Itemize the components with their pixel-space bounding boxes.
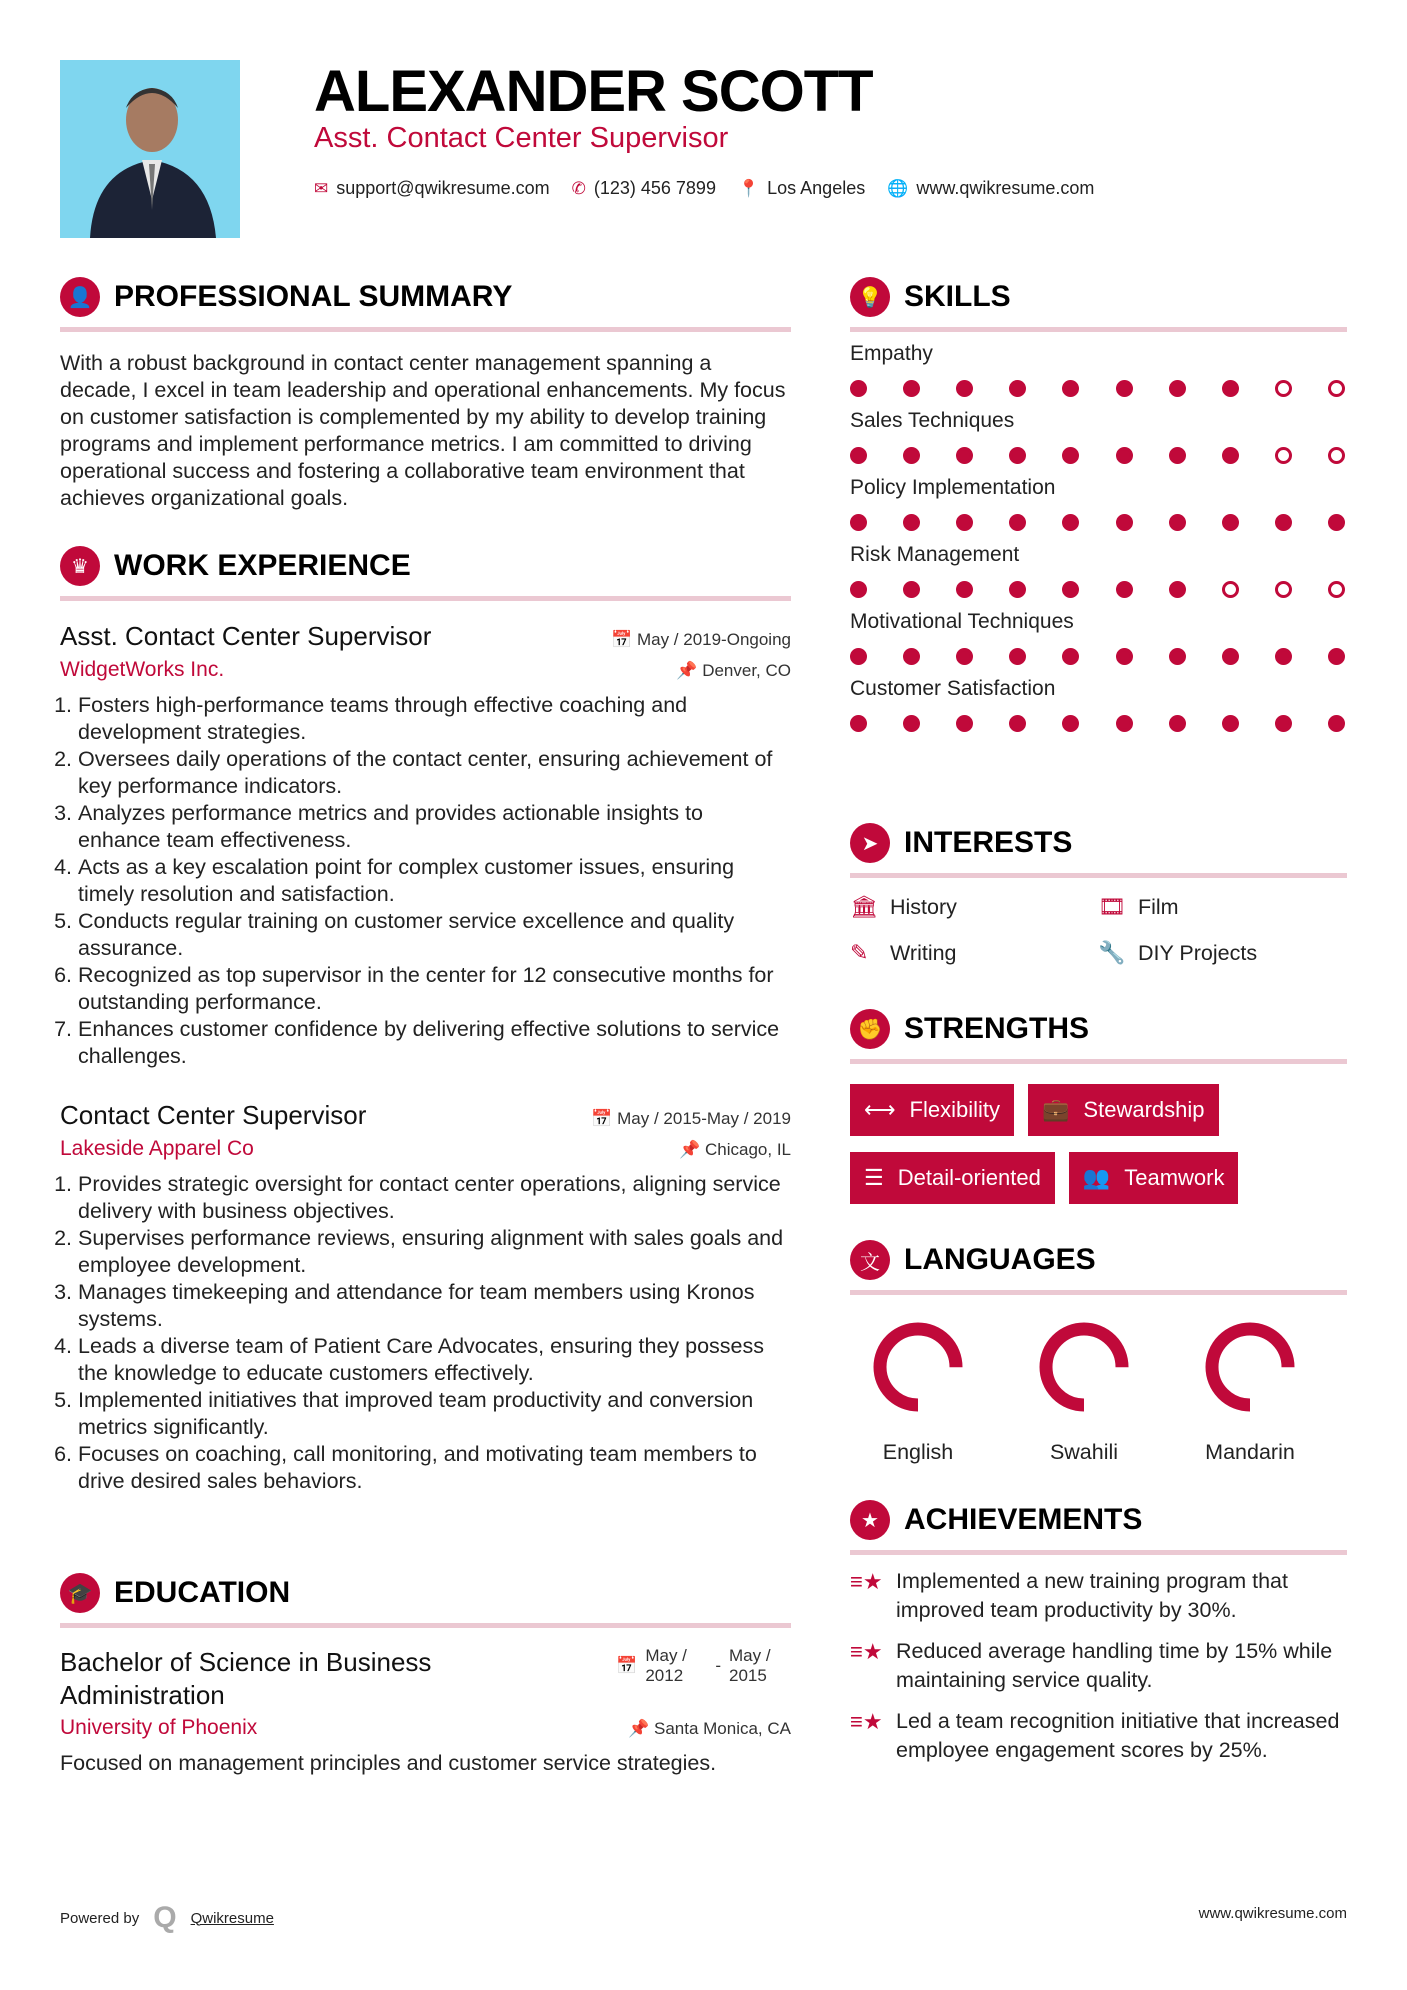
pin-icon: 📌 bbox=[676, 661, 703, 680]
pencil-icon: ✎ bbox=[850, 940, 869, 965]
rating-dot-filled bbox=[1116, 514, 1133, 531]
language-level-ring bbox=[868, 1317, 968, 1417]
fist-icon: ✊ bbox=[850, 1009, 890, 1049]
job-date bbox=[611, 630, 791, 650]
strength-label: Flexibility bbox=[909, 1097, 1001, 1122]
rating-dot-filled bbox=[1062, 715, 1079, 732]
paper-plane-icon: ➤ bbox=[850, 823, 890, 863]
rating-dot-empty bbox=[1328, 581, 1345, 598]
section-title: WORK EXPERIENCE bbox=[114, 549, 411, 582]
website-link[interactable]: www.qwikresume.com bbox=[916, 178, 1095, 198]
interest-label: DIY Projects bbox=[1138, 940, 1258, 965]
rating-dot-empty bbox=[1222, 581, 1239, 598]
skill-name: Motivational Techniques bbox=[850, 610, 1074, 633]
calendar-icon: 📅 bbox=[616, 1656, 638, 1675]
job-bullet: 4. Leads a diverse team of Patient Care Advocates, ensuring they possess the knowledge to educate customers effectively. bbox=[78, 1333, 791, 1387]
edu-location: Santa Monica, CA bbox=[653, 1719, 791, 1738]
rating-dot-filled bbox=[1222, 380, 1239, 397]
divider bbox=[60, 327, 791, 332]
achievement-item bbox=[850, 1707, 1347, 1765]
map-pin-icon: 📍 bbox=[737, 178, 760, 198]
rating-dot-filled bbox=[1222, 648, 1239, 665]
email-link[interactable]: support@qwikresume.com bbox=[336, 178, 550, 198]
strength-label: Teamwork bbox=[1124, 1165, 1225, 1190]
profile-photo bbox=[60, 60, 240, 238]
rating-dot-filled bbox=[850, 514, 867, 531]
powered-by-text: Powered by bbox=[60, 1909, 140, 1927]
rating-dot-filled bbox=[1222, 514, 1239, 531]
list-icon: ☰ bbox=[864, 1165, 884, 1190]
language-item bbox=[1182, 1317, 1318, 1465]
job-header bbox=[60, 621, 791, 652]
graduation-icon: 🎓 bbox=[60, 1573, 100, 1613]
job-bullet: 3. Manages timekeeping and attendance for team members using Kronos systems. bbox=[78, 1279, 791, 1333]
rating-dot-filled bbox=[1169, 581, 1186, 598]
rating-dot-filled bbox=[956, 514, 973, 531]
rating-dot-filled bbox=[1328, 514, 1345, 531]
job-date-text: May / 2019-Ongoing bbox=[636, 630, 791, 649]
rating-dot-empty bbox=[1328, 380, 1345, 397]
rating-dot-filled bbox=[903, 380, 920, 397]
skill-name: Customer Satisfaction bbox=[850, 677, 1056, 700]
language-item bbox=[850, 1317, 986, 1465]
interest-item bbox=[850, 894, 1098, 920]
briefcase-icon: ♛ bbox=[60, 546, 100, 586]
pin-icon: 📌 bbox=[679, 1140, 705, 1159]
job-bullet: 2. Supervises performance reviews, ensuring alignment with sales goals and employee development. bbox=[78, 1225, 791, 1279]
rating-dot-filled bbox=[1275, 648, 1292, 665]
job-location-text: Denver, CO bbox=[702, 661, 791, 680]
achievement-text: Implemented a new training program that improved team productivity by 30%. bbox=[896, 1569, 1288, 1622]
rating-dot-empty bbox=[1275, 447, 1292, 464]
job-subheader bbox=[60, 658, 791, 682]
language-item bbox=[1016, 1317, 1152, 1465]
company-name: Lakeside Apparel Co bbox=[60, 1137, 254, 1160]
job-date-text: May / 2015-May / 2019 bbox=[617, 1109, 791, 1128]
qwikresume-link[interactable]: Qwikresume bbox=[190, 1909, 274, 1927]
job-date bbox=[591, 1109, 791, 1129]
calendar-icon: 📅 bbox=[591, 1109, 618, 1128]
company-name: WidgetWorks Inc. bbox=[60, 658, 225, 681]
skill-rating bbox=[850, 581, 1347, 598]
language-name: English bbox=[882, 1440, 954, 1464]
rating-dot-filled bbox=[1116, 447, 1133, 464]
star-badge-icon: ★ bbox=[850, 1500, 890, 1540]
strengths-section bbox=[850, 1007, 1347, 1204]
skill-rating bbox=[850, 648, 1347, 665]
rating-dot-filled bbox=[850, 447, 867, 464]
rating-dot-filled bbox=[1116, 715, 1133, 732]
candidate-name: ALEXANDER SCOTT bbox=[314, 59, 873, 124]
section-title: EDUCATION bbox=[114, 1576, 291, 1609]
job-bullets bbox=[60, 692, 791, 1070]
strength-badge bbox=[850, 1152, 1055, 1204]
rating-dot-filled bbox=[1116, 581, 1133, 598]
divider bbox=[60, 1623, 791, 1628]
skill-rating bbox=[850, 380, 1347, 397]
rating-dot-filled bbox=[1009, 514, 1026, 531]
section-title: ACHIEVEMENTS bbox=[904, 1503, 1143, 1536]
rating-dot-filled bbox=[903, 447, 920, 464]
achievements-section bbox=[850, 1498, 1347, 1765]
section-title: STRENGTHS bbox=[904, 1012, 1090, 1045]
rating-dot-filled bbox=[956, 715, 973, 732]
rating-dot-filled bbox=[1116, 380, 1133, 397]
job-location bbox=[676, 661, 791, 681]
strength-badge bbox=[1028, 1084, 1218, 1136]
job-entry bbox=[60, 621, 791, 1070]
rating-dot-filled bbox=[850, 648, 867, 665]
divider bbox=[60, 596, 791, 601]
rating-dot-filled bbox=[1009, 581, 1026, 598]
job-title: Asst. Contact Center Supervisor bbox=[60, 621, 432, 651]
users-icon: 👥 bbox=[1082, 1165, 1111, 1190]
pin-icon: 📌 bbox=[628, 1719, 654, 1738]
rating-dot-filled bbox=[1062, 514, 1079, 531]
job-bullet: 1. Fosters high-performance teams through effective coaching and development strategies. bbox=[78, 692, 791, 746]
summary-section bbox=[60, 275, 791, 512]
interest-label: History bbox=[890, 894, 957, 919]
rating-dot-filled bbox=[903, 715, 920, 732]
job-location-text: Chicago, IL bbox=[705, 1140, 791, 1159]
briefcase-icon: 💼 bbox=[1042, 1097, 1070, 1122]
section-title: LANGUAGES bbox=[904, 1243, 1096, 1276]
rating-dot-filled bbox=[1328, 715, 1345, 732]
qwikresume-logo-icon: Q bbox=[153, 1901, 177, 1934]
candidate-title: Asst. Contact Center Supervisor bbox=[314, 122, 729, 154]
language-level-ring bbox=[1034, 1317, 1134, 1417]
rating-dot-filled bbox=[1222, 715, 1239, 732]
education-section: 🎓 EDUCATION Bachelor of Science in Business Administration 📅 May / 2012 - May / 2015 University of Phoenix 📌 Santa Monica, CA Focused on management principles and customer service strategies. bbox=[60, 1571, 791, 1777]
degree-title: Bachelor of Science in Business Administration bbox=[60, 1647, 432, 1710]
language-level-arc bbox=[1046, 1329, 1122, 1405]
rating-dot-filled bbox=[956, 581, 973, 598]
rating-dot-filled bbox=[903, 648, 920, 665]
user-icon: 👤 bbox=[60, 277, 100, 317]
job-bullet: 4. Acts as a key escalation point for complex customer issues, ensuring timely resolution and satisfaction. bbox=[78, 854, 791, 908]
rating-dot-empty bbox=[1275, 380, 1292, 397]
summary-text: With a robust background in contact center management spanning a decade, I excel in team leadership and operational enhancements. My focus on customer satisfaction is complemented by my ability to develop training programs and implement performance metrics. I am committed to driving operational success and fostering a collaborative team environment that achieves organizational goals. bbox=[60, 351, 786, 510]
rating-dot-filled bbox=[1062, 648, 1079, 665]
language-icon: 文 bbox=[850, 1240, 890, 1280]
skill-rating bbox=[850, 514, 1347, 531]
job-bullets bbox=[60, 1171, 791, 1495]
job-header bbox=[60, 1100, 791, 1131]
rating-dot-filled bbox=[1169, 514, 1186, 531]
job-location bbox=[679, 1140, 791, 1160]
rating-dot-filled bbox=[1009, 447, 1026, 464]
lightbulb-icon: 💡 bbox=[850, 277, 890, 317]
job-bullet: 5. Conducts regular training on customer service excellence and quality assurance. bbox=[78, 908, 791, 962]
job-bullet: 6. Focuses on coaching, call monitoring, and motivating team members to drive desired sales behaviors. bbox=[78, 1441, 791, 1495]
globe-icon: 🌐 bbox=[887, 178, 909, 198]
rating-dot-filled bbox=[1009, 380, 1026, 397]
bank-icon: 🏛 bbox=[850, 894, 878, 919]
star-icon: ≡★ bbox=[850, 1639, 883, 1664]
rating-dot-filled bbox=[903, 514, 920, 531]
language-level-arc bbox=[880, 1329, 956, 1405]
film-icon: 🎞 bbox=[1098, 894, 1126, 919]
location-text: Los Angeles bbox=[767, 178, 866, 198]
edu-start: May / 2012 bbox=[645, 1646, 687, 1685]
language-name: Swahili bbox=[1049, 1440, 1119, 1464]
section-title: SKILLS bbox=[904, 280, 1011, 313]
rating-dot-filled bbox=[956, 380, 973, 397]
star-icon: ≡★ bbox=[850, 1709, 883, 1734]
interest-item bbox=[850, 940, 1098, 966]
divider bbox=[850, 1059, 1347, 1064]
rating-dot-filled bbox=[1169, 715, 1186, 732]
calendar-icon: 📅 bbox=[611, 630, 637, 649]
rating-dot-filled bbox=[1116, 648, 1133, 665]
job-bullet: 5. Implemented initiatives that improved team productivity and conversion metrics significantly. bbox=[78, 1387, 791, 1441]
rating-dot-filled bbox=[1062, 447, 1079, 464]
arrows-h-icon: ⟷ bbox=[864, 1097, 896, 1122]
job-subheader bbox=[60, 1137, 791, 1161]
achievement-item bbox=[850, 1567, 1347, 1625]
divider bbox=[850, 1550, 1347, 1555]
rating-dot-filled bbox=[850, 380, 867, 397]
achievement-text: Led a team recognition initiative that increased employee engagement scores by 25%. bbox=[896, 1709, 1340, 1762]
rating-dot-filled bbox=[850, 715, 867, 732]
rating-dot-filled bbox=[1009, 715, 1026, 732]
star-icon: ≡★ bbox=[850, 1569, 883, 1594]
footer-powered bbox=[60, 1901, 274, 1935]
rating-dot-filled bbox=[1222, 447, 1239, 464]
language-level-ring bbox=[1200, 1317, 1300, 1417]
section-title: INTERESTS bbox=[904, 826, 1073, 859]
rating-dot-empty bbox=[1328, 447, 1345, 464]
section-title: PROFESSIONAL SUMMARY bbox=[114, 280, 513, 313]
interest-label: Writing bbox=[890, 940, 957, 965]
rating-dot-filled bbox=[1169, 648, 1186, 665]
edu-description: Focused on management principles and customer service strategies. bbox=[60, 1751, 717, 1775]
interest-item bbox=[1098, 940, 1346, 966]
job-bullet: 2. Oversees daily operations of the contact center, ensuring achievement of key performance indicators. bbox=[78, 746, 791, 800]
rating-dot-empty bbox=[1275, 581, 1292, 598]
skill-name: Risk Management bbox=[850, 543, 1020, 566]
rating-dot-filled bbox=[903, 581, 920, 598]
strength-badge bbox=[850, 1084, 1014, 1136]
wrench-icon: 🔧 bbox=[1098, 940, 1126, 965]
divider bbox=[850, 873, 1347, 878]
rating-dot-filled bbox=[1169, 380, 1186, 397]
skill-name: Sales Techniques bbox=[850, 409, 1015, 432]
envelope-icon: ✉ bbox=[314, 178, 329, 198]
footer-site[interactable]: www.qwikresume.com bbox=[1198, 1905, 1347, 1922]
divider bbox=[850, 327, 1347, 332]
skill-name: Empathy bbox=[850, 342, 933, 365]
strength-label: Stewardship bbox=[1083, 1097, 1205, 1122]
phone-text: (123) 456 7899 bbox=[593, 178, 716, 198]
skill-rating bbox=[850, 447, 1347, 464]
language-level-arc bbox=[1212, 1329, 1288, 1405]
job-entry bbox=[60, 1100, 791, 1495]
job-title: Contact Center Supervisor bbox=[60, 1100, 367, 1130]
rating-dot-filled bbox=[1062, 581, 1079, 598]
achievement-item bbox=[850, 1637, 1347, 1695]
achievement-text: Reduced average handling time by 15% while maintaining service quality. bbox=[896, 1639, 1333, 1692]
rating-dot-filled bbox=[956, 447, 973, 464]
rating-dot-filled bbox=[1275, 715, 1292, 732]
interest-label: Film bbox=[1138, 894, 1179, 919]
skill-rating bbox=[850, 715, 1347, 732]
experience-section bbox=[60, 544, 791, 1495]
rating-dot-filled bbox=[956, 648, 973, 665]
job-bullet: 1. Provides strategic oversight for contact center operations, aligning service delivery with business objectives. bbox=[78, 1171, 791, 1225]
rating-dot-filled bbox=[1275, 514, 1292, 531]
rating-dot-filled bbox=[1169, 447, 1186, 464]
rating-dot-filled bbox=[1328, 648, 1345, 665]
rating-dot-filled bbox=[1009, 648, 1026, 665]
strength-badge bbox=[1069, 1152, 1239, 1204]
skill-name: Policy Implementation bbox=[850, 476, 1056, 499]
divider bbox=[850, 1290, 1347, 1295]
job-bullet: 6. Recognized as top supervisor in the center for 12 consecutive months for outstanding performance. bbox=[78, 962, 791, 1016]
rating-dot-filled bbox=[850, 581, 867, 598]
languages-section bbox=[850, 1238, 1347, 1465]
interests-section bbox=[850, 821, 1347, 966]
rating-dot-filled bbox=[1062, 380, 1079, 397]
interest-item bbox=[1098, 894, 1346, 920]
school-name: University of Phoenix bbox=[60, 1716, 258, 1739]
job-bullet: 3. Analyzes performance metrics and provides actionable insights to enhance team effectiveness. bbox=[78, 800, 791, 854]
language-name: Mandarin bbox=[1205, 1440, 1295, 1464]
phone-icon: ✆ bbox=[571, 178, 586, 198]
strength-label: Detail-oriented bbox=[897, 1165, 1041, 1190]
skills-section bbox=[850, 275, 1347, 744]
job-bullet: 7. Enhances customer confidence by delivering effective solutions to service challenges. bbox=[78, 1016, 791, 1070]
edu-end: May / 2015 bbox=[729, 1646, 771, 1685]
contact-row bbox=[314, 178, 1094, 199]
